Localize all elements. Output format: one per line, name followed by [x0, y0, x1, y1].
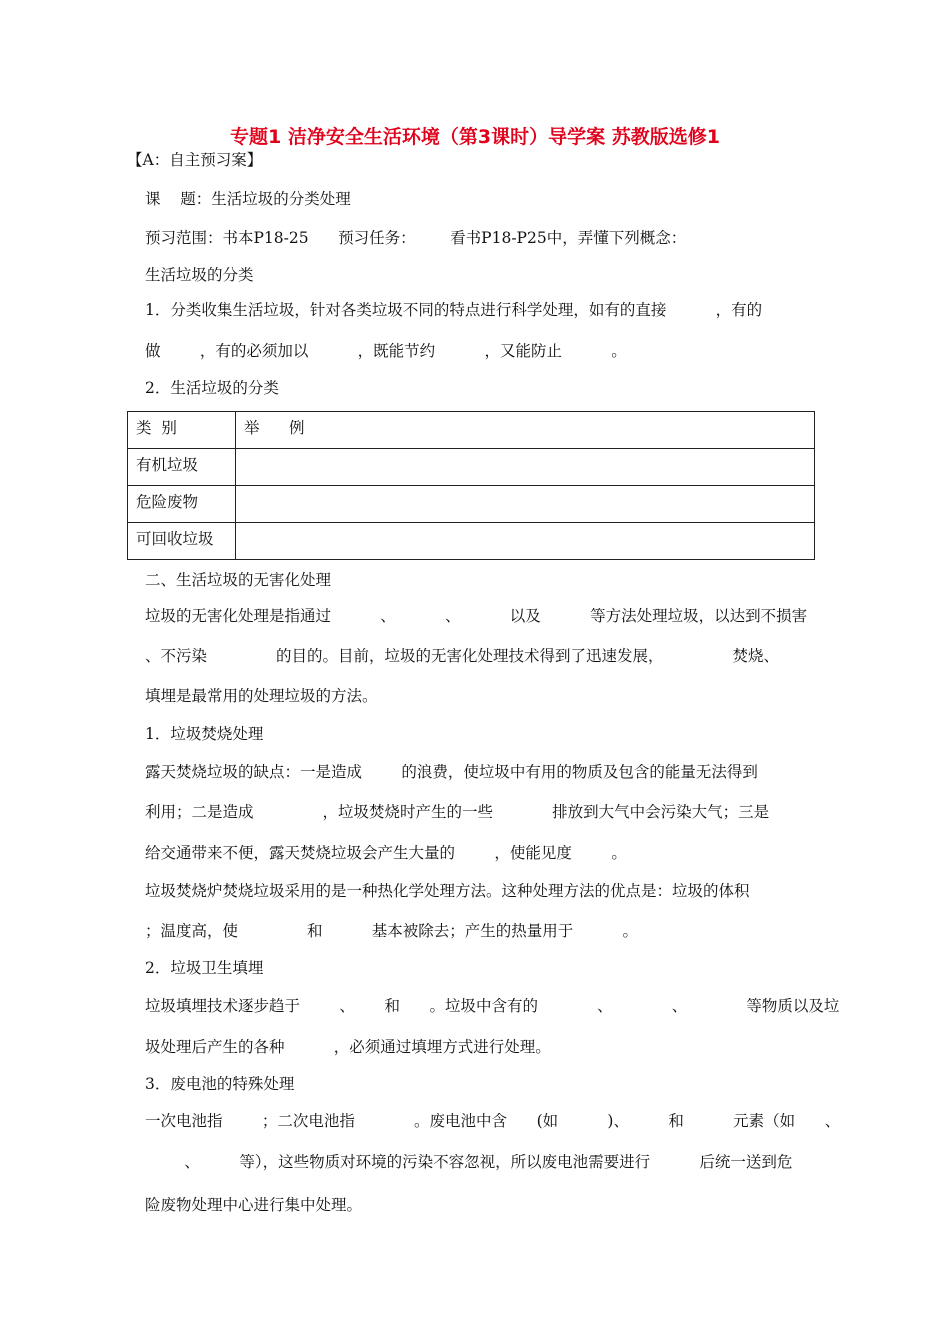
incineration-line-5: ；温度高，使 和 基本被除去；产生的热量用于 。: [145, 922, 639, 940]
table-cell: 可回收垃圾: [128, 523, 236, 560]
scope-line: 预习范围：书本P18-25 预习任务： 看书P18-P25中，弄懂下列概念：: [145, 229, 687, 247]
section-2-line-3: 填埋是最常用的处理垃圾的方法。: [145, 687, 378, 705]
topic-line: 课 题：生活垃圾的分类处理: [145, 190, 351, 208]
incineration-line-1: 露天焚烧垃圾的缺点：一是造成 的浪费，使垃圾中有用的物质及包含的能量无法得到: [145, 763, 758, 781]
section-2-line-1: 垃圾的无害化处理是指通过 、 、 以及 等方法处理垃圾，以达到不损害: [145, 607, 808, 625]
table-cell-blank[interactable]: [236, 486, 815, 523]
table-cell-blank[interactable]: [236, 523, 815, 560]
paragraph-1-line-2: 做 ，有的必须加以 ，既能节约 ，又能防止 。: [145, 342, 627, 360]
battery-heading: 3．废电池的特殊处理: [145, 1075, 295, 1093]
landfill-heading: 2．垃圾卫生填埋: [145, 959, 264, 977]
battery-line-3: 险废物处理中心进行集中处理。: [145, 1196, 363, 1214]
landfill-line-1: 垃圾填埋技术逐步趋于 、 和 。垃圾中含有的 、 、 等物质以及垃: [145, 997, 840, 1015]
table-row: [128, 523, 815, 560]
classify-heading: 生活垃圾的分类: [145, 266, 254, 284]
table-row: [128, 486, 815, 523]
table-header-row: [128, 412, 815, 449]
classify-subheading: 2．生活垃圾的分类: [145, 379, 279, 397]
battery-line-1: 一次电池指 ；二次电池指 。废电池中含 (如 )、 和 元素（如 、: [145, 1112, 841, 1130]
table-header-cell: 举 例: [236, 412, 815, 449]
document-title: 专题1 洁净安全生活环境（第3课时）导学案 苏教版选修1: [230, 126, 720, 148]
landfill-line-2: 圾处理后产生的各种 ，必须通过填埋方式进行处理。: [145, 1038, 551, 1056]
table-cell-blank[interactable]: [236, 449, 815, 486]
battery-line-2: 、 等），这些物质对环境的污染不容忽视，所以废电池需要进行 后统一送到危: [145, 1153, 793, 1171]
paragraph-1-line-1: 1．分类收集生活垃圾，针对各类垃圾不同的特点进行科学处理，如有的直接 ，有的: [145, 301, 763, 319]
incineration-line-2: 利用；二是造成 ，垃圾焚烧时产生的一些 排放到大气中会污染大气；三是: [145, 803, 770, 821]
table-cell: 有机垃圾: [128, 449, 236, 486]
incineration-heading: 1．垃圾焚烧处理: [145, 725, 264, 743]
section-2-heading: 二、生活垃圾的无害化处理: [145, 571, 332, 589]
section-2-line-2: 、不污染 的目的。目前，垃圾的无害化处理技术得到了迅速发展， 焚烧、: [145, 647, 779, 665]
incineration-line-3: 给交通带来不便，露天焚烧垃圾会产生大量的 ，使能见度 。: [145, 844, 627, 862]
incineration-line-4: 垃圾焚烧炉焚烧垃圾采用的是一种热化学处理方法。这种处理方法的优点是：垃圾的体积: [145, 882, 750, 900]
table-cell: 危险废物: [128, 486, 236, 523]
classification-table: [127, 411, 815, 560]
table-row: [128, 449, 815, 486]
section-a-label: 【A：自主预习案】: [127, 151, 263, 169]
table-header-cell: 类 别: [128, 412, 236, 449]
